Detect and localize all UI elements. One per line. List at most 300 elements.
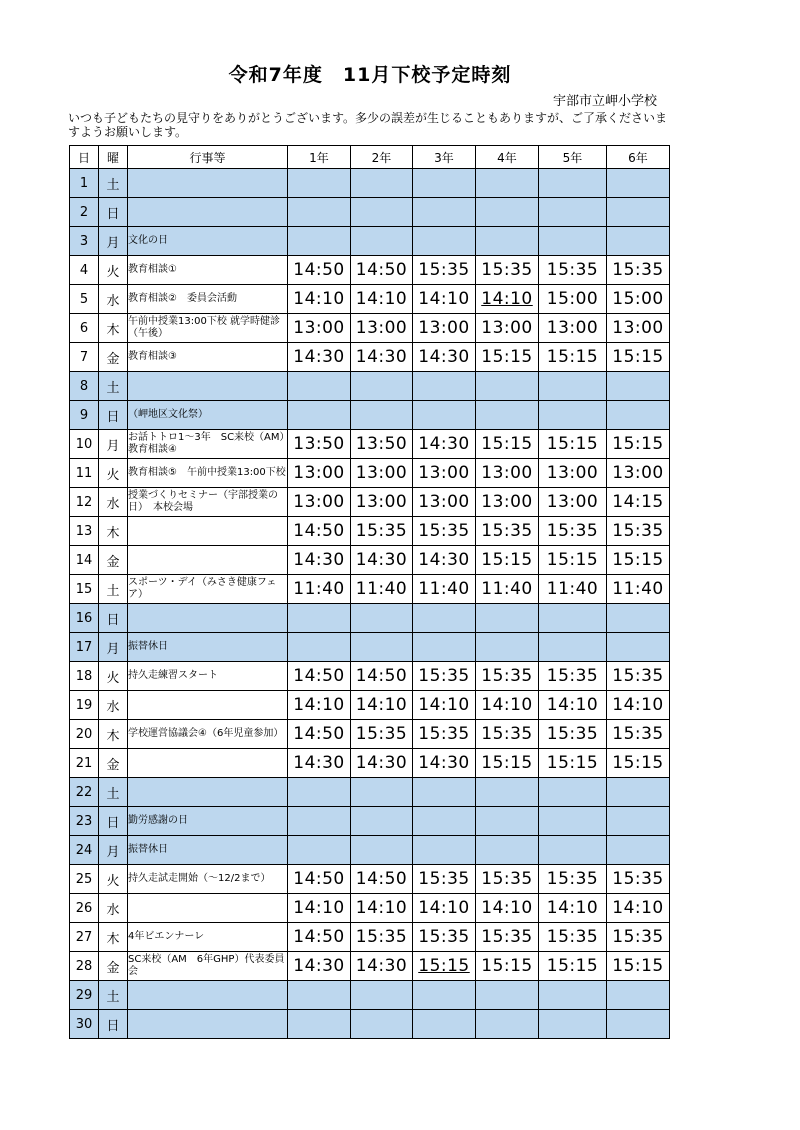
time-cell-grade-2: [351, 836, 413, 865]
day-cell: 11: [70, 459, 99, 488]
table-row: [70, 807, 670, 836]
time-cell-grade-6: [607, 575, 670, 604]
time-cell-grade-5: [539, 401, 607, 430]
time-cell-grade-6: [607, 691, 670, 720]
dismissal-time: 14:10: [293, 695, 345, 715]
dismissal-time: 15:15: [612, 347, 664, 367]
day-cell: 8: [70, 372, 99, 401]
time-cell-grade-6: [607, 1010, 670, 1039]
weekday-cell: 水: [99, 894, 128, 923]
time-cell-grade-2: [351, 343, 413, 372]
table-row: [70, 546, 670, 575]
time-cell-grade-2: [351, 923, 413, 952]
time-cell-grade-4: [476, 169, 539, 198]
time-cell-grade-6: [607, 256, 670, 285]
time-cell-grade-2: [351, 981, 413, 1010]
table-row: [70, 662, 670, 691]
time-cell-grade-4: [476, 459, 539, 488]
dismissal-time: 14:50: [293, 724, 345, 744]
dismissal-time: 13:00: [612, 463, 664, 483]
event-cell: 教育相談③: [128, 343, 288, 372]
time-cell-grade-4: [476, 720, 539, 749]
dismissal-time: 15:35: [418, 869, 470, 889]
time-cell-grade-1: [288, 401, 351, 430]
time-cell-grade-1: [288, 836, 351, 865]
time-cell-grade-6: [607, 662, 670, 691]
time-cell-grade-5: [539, 343, 607, 372]
event-cell: 4年ビエンナーレ: [128, 923, 288, 952]
time-cell-grade-6: [607, 314, 670, 343]
dismissal-time: 15:35: [418, 666, 470, 686]
dismissal-time: 15:35: [612, 260, 664, 280]
table-row: [70, 575, 670, 604]
table-row: [70, 517, 670, 546]
time-cell-grade-6: [607, 778, 670, 807]
dismissal-time: 14:10: [546, 695, 599, 715]
time-cell-grade-6: [607, 923, 670, 952]
dismissal-time: 15:35: [546, 521, 599, 541]
time-cell-grade-5: [539, 169, 607, 198]
time-cell-grade-4: [476, 952, 539, 981]
dismissal-time: 15:35: [355, 724, 408, 744]
time-cell-grade-6: [607, 865, 670, 894]
page-title: 令和7年度 11月下校予定時刻: [228, 64, 512, 86]
dismissal-time: 15:35: [481, 869, 533, 889]
time-cell-grade-6: [607, 372, 670, 401]
weekday-cell: 金: [99, 546, 128, 575]
dismissal-time: 14:30: [293, 956, 345, 976]
time-cell-grade-1: [288, 662, 351, 691]
time-cell-grade-4: [476, 836, 539, 865]
table-row: [70, 865, 670, 894]
dismissal-time: 13:00: [612, 318, 664, 338]
time-cell-grade-4: [476, 343, 539, 372]
event-cell: [128, 169, 288, 198]
event-cell: [128, 517, 288, 546]
time-cell-grade-6: [607, 836, 670, 865]
dismissal-time: 15:35: [612, 927, 664, 947]
dismissal-time: 14:10: [418, 695, 470, 715]
dismissal-time: 15:35: [546, 260, 599, 280]
dismissal-time: 14:30: [293, 550, 345, 570]
dismissal-time: 15:00: [612, 289, 664, 309]
table-row: [70, 430, 670, 459]
time-cell-grade-3: [413, 459, 476, 488]
time-cell-grade-2: [351, 1010, 413, 1039]
time-cell-grade-2: [351, 401, 413, 430]
time-cell-grade-1: [288, 894, 351, 923]
day-cell: 14: [70, 546, 99, 575]
dismissal-time: 13:00: [293, 318, 345, 338]
dismissal-time: 11:40: [612, 579, 664, 599]
table-row: [70, 894, 670, 923]
dismissal-time: 13:00: [293, 463, 345, 483]
dismissal-time: 15:15: [612, 753, 664, 773]
weekday-cell: 日: [99, 198, 128, 227]
table-row: [70, 691, 670, 720]
time-cell-grade-1: [288, 372, 351, 401]
weekday-cell: 日: [99, 604, 128, 633]
weekday-cell: 火: [99, 662, 128, 691]
event-cell: [128, 691, 288, 720]
time-cell-grade-5: [539, 227, 607, 256]
dismissal-time: 15:15: [546, 956, 599, 976]
time-cell-grade-2: [351, 865, 413, 894]
day-cell: 12: [70, 488, 99, 517]
time-cell-grade-3: [413, 430, 476, 459]
time-cell-grade-3: [413, 778, 476, 807]
event-cell: 振替休日: [128, 633, 288, 662]
time-cell-grade-5: [539, 662, 607, 691]
time-cell-grade-3: [413, 749, 476, 778]
dismissal-time: 14:10: [418, 898, 470, 918]
time-cell-grade-5: [539, 865, 607, 894]
dismissal-time: 13:00: [481, 318, 533, 338]
dismissal-time: 15:15: [481, 434, 533, 454]
dismissal-time: 14:10: [293, 898, 345, 918]
time-cell-grade-1: [288, 227, 351, 256]
time-cell-grade-4: [476, 865, 539, 894]
dismissal-time: 14:30: [293, 753, 345, 773]
table-row: [70, 923, 670, 952]
dismissal-time: 14:50: [293, 869, 345, 889]
dismissal-time: 15:35: [481, 724, 533, 744]
time-cell-grade-3: [413, 981, 476, 1010]
time-cell-grade-6: [607, 720, 670, 749]
weekday-cell: 土: [99, 169, 128, 198]
time-cell-grade-1: [288, 546, 351, 575]
time-cell-grade-5: [539, 749, 607, 778]
day-cell: 21: [70, 749, 99, 778]
dismissal-time: 15:15: [612, 434, 664, 454]
time-cell-grade-1: [288, 865, 351, 894]
time-cell-grade-2: [351, 749, 413, 778]
time-cell-grade-1: [288, 604, 351, 633]
time-cell-grade-2: [351, 575, 413, 604]
weekday-cell: 金: [99, 343, 128, 372]
event-cell: [128, 749, 288, 778]
weekday-cell: 水: [99, 285, 128, 314]
time-cell-grade-2: [351, 633, 413, 662]
time-cell-grade-3: [413, 836, 476, 865]
time-cell-grade-4: [476, 1010, 539, 1039]
day-cell: 5: [70, 285, 99, 314]
weekday-cell: 月: [99, 633, 128, 662]
dismissal-time: 14:50: [355, 869, 408, 889]
event-cell: 学校運営協議会④（6年児童参加）: [128, 720, 288, 749]
time-cell-grade-3: [413, 720, 476, 749]
time-cell-grade-4: [476, 546, 539, 575]
time-cell-grade-3: [413, 198, 476, 227]
time-cell-grade-1: [288, 517, 351, 546]
weekday-cell: 月: [99, 227, 128, 256]
dismissal-time: 13:00: [418, 318, 470, 338]
time-cell-grade-4: [476, 981, 539, 1010]
time-cell-grade-2: [351, 604, 413, 633]
header-grade-4: 4年: [476, 146, 539, 169]
dismissal-time: 15:35: [418, 724, 470, 744]
day-cell: 6: [70, 314, 99, 343]
event-cell: SC来校（AM 6年GHP）代表委員会: [128, 952, 288, 981]
time-cell-grade-3: [413, 604, 476, 633]
time-cell-grade-5: [539, 575, 607, 604]
time-cell-grade-4: [476, 256, 539, 285]
time-cell-grade-5: [539, 430, 607, 459]
time-cell-grade-1: [288, 807, 351, 836]
dismissal-time: 14:30: [355, 753, 408, 773]
time-cell-grade-2: [351, 691, 413, 720]
dismissal-time: 15:35: [418, 260, 470, 280]
dismissal-time: 15:15: [546, 550, 599, 570]
time-cell-grade-4: [476, 517, 539, 546]
dismissal-time: 15:35: [612, 666, 664, 686]
weekday-cell: 月: [99, 430, 128, 459]
time-cell-grade-4: [476, 778, 539, 807]
time-cell-grade-3: [413, 285, 476, 314]
time-cell-grade-3: [413, 662, 476, 691]
day-cell: 15: [70, 575, 99, 604]
dismissal-time: 14:10: [355, 898, 408, 918]
event-cell: 勤労感謝の日: [128, 807, 288, 836]
dismissal-time: 14:10: [418, 289, 470, 309]
dismissal-time: 13:00: [546, 492, 599, 512]
dismissal-time: 11:40: [355, 579, 408, 599]
time-cell-grade-2: [351, 952, 413, 981]
event-cell: [128, 981, 288, 1010]
time-cell-grade-5: [539, 604, 607, 633]
schedule-body: [70, 169, 670, 1039]
header-day: 日: [70, 146, 99, 169]
time-cell-grade-1: [288, 459, 351, 488]
dismissal-time: 14:50: [293, 260, 345, 280]
day-cell: 28: [70, 952, 99, 981]
event-cell: 持久走試走開始（～12/2まで）: [128, 865, 288, 894]
weekday-cell: 土: [99, 372, 128, 401]
time-cell-grade-3: [413, 372, 476, 401]
dismissal-time: 14:50: [293, 521, 345, 541]
schedule-table: [69, 145, 670, 1039]
table-row: [70, 314, 670, 343]
table-row: [70, 459, 670, 488]
time-cell-grade-5: [539, 633, 607, 662]
time-cell-grade-2: [351, 517, 413, 546]
time-cell-grade-3: [413, 546, 476, 575]
dismissal-time: 14:50: [293, 666, 345, 686]
day-cell: 27: [70, 923, 99, 952]
weekday-cell: 土: [99, 575, 128, 604]
event-cell: （岬地区文化祭）: [128, 401, 288, 430]
day-cell: 25: [70, 865, 99, 894]
time-cell-grade-2: [351, 169, 413, 198]
time-cell-grade-4: [476, 807, 539, 836]
dismissal-time: 13:00: [546, 463, 599, 483]
time-cell-grade-1: [288, 952, 351, 981]
header-grade-3: 3年: [413, 146, 476, 169]
weekday-cell: 火: [99, 256, 128, 285]
weekday-cell: 土: [99, 778, 128, 807]
header-weekday: 曜: [99, 146, 128, 169]
time-cell-grade-1: [288, 691, 351, 720]
header-event: 行事等: [128, 146, 288, 169]
dismissal-time: 14:50: [355, 260, 408, 280]
time-cell-grade-1: [288, 488, 351, 517]
event-cell: [128, 546, 288, 575]
dismissal-time: 14:10: [481, 898, 533, 918]
time-cell-grade-3: [413, 517, 476, 546]
time-cell-grade-4: [476, 894, 539, 923]
table-row: [70, 401, 670, 430]
header-grade-1: 1年: [288, 146, 351, 169]
time-cell-grade-1: [288, 749, 351, 778]
time-cell-grade-5: [539, 923, 607, 952]
weekday-cell: 土: [99, 981, 128, 1010]
time-cell-grade-4: [476, 749, 539, 778]
dismissal-time: 15:15: [481, 347, 533, 367]
time-cell-grade-6: [607, 459, 670, 488]
time-cell-grade-4: [476, 401, 539, 430]
weekday-cell: 金: [99, 749, 128, 778]
dismissal-time: 13:00: [418, 463, 470, 483]
dismissal-time: 14:50: [293, 927, 345, 947]
weekday-cell: 日: [99, 1010, 128, 1039]
weekday-cell: 火: [99, 865, 128, 894]
table-row: [70, 836, 670, 865]
time-cell-grade-6: [607, 343, 670, 372]
header-grade-6: 6年: [607, 146, 670, 169]
time-cell-grade-1: [288, 314, 351, 343]
event-cell: 教育相談② 委員会活動: [128, 285, 288, 314]
dismissal-time: 14:30: [355, 956, 408, 976]
time-cell-grade-4: [476, 227, 539, 256]
time-cell-grade-6: [607, 227, 670, 256]
table-row: [70, 1010, 670, 1039]
dismissal-time: 11:40: [293, 579, 345, 599]
table-row: [70, 952, 670, 981]
time-cell-grade-6: [607, 169, 670, 198]
time-cell-grade-3: [413, 691, 476, 720]
dismissal-time: 14:50: [355, 666, 408, 686]
dismissal-time: 11:40: [546, 579, 599, 599]
weekday-cell: 水: [99, 691, 128, 720]
time-cell-grade-4: [476, 372, 539, 401]
time-cell-grade-3: [413, 256, 476, 285]
time-cell-grade-2: [351, 285, 413, 314]
time-cell-grade-1: [288, 633, 351, 662]
weekday-cell: 日: [99, 807, 128, 836]
time-cell-grade-6: [607, 807, 670, 836]
event-cell: [128, 894, 288, 923]
time-cell-grade-5: [539, 372, 607, 401]
time-cell-grade-2: [351, 227, 413, 256]
dismissal-time: 13:50: [355, 434, 408, 454]
event-cell: お話トトロ1～3年 SC来校（AM） 教育相談④: [128, 430, 288, 459]
time-cell-grade-5: [539, 546, 607, 575]
time-cell-grade-5: [539, 285, 607, 314]
time-cell-grade-4: [476, 314, 539, 343]
event-cell: [128, 778, 288, 807]
dismissal-time: 13:50: [293, 434, 345, 454]
day-cell: 3: [70, 227, 99, 256]
event-cell: [128, 198, 288, 227]
weekday-cell: 木: [99, 923, 128, 952]
time-cell-grade-1: [288, 923, 351, 952]
dismissal-time: 15:35: [355, 927, 408, 947]
dismissal-time: 15:35: [418, 521, 470, 541]
table-row: [70, 343, 670, 372]
dismissal-time: 15:35: [481, 521, 533, 541]
time-cell-grade-1: [288, 256, 351, 285]
dismissal-time: 15:00: [546, 289, 599, 309]
dismissal-time: 14:10: [612, 695, 664, 715]
event-cell: [128, 604, 288, 633]
time-cell-grade-5: [539, 198, 607, 227]
time-cell-grade-6: [607, 517, 670, 546]
time-cell-grade-6: [607, 952, 670, 981]
time-cell-grade-3: [413, 343, 476, 372]
dismissal-time: 15:35: [612, 724, 664, 744]
day-cell: 2: [70, 198, 99, 227]
time-cell-grade-6: [607, 604, 670, 633]
time-cell-grade-2: [351, 546, 413, 575]
time-cell-grade-5: [539, 981, 607, 1010]
dismissal-time: 14:30: [418, 434, 470, 454]
time-cell-grade-3: [413, 227, 476, 256]
time-cell-grade-3: [413, 807, 476, 836]
time-cell-grade-1: [288, 169, 351, 198]
table-row: [70, 981, 670, 1010]
time-cell-grade-2: [351, 256, 413, 285]
time-cell-grade-5: [539, 691, 607, 720]
dismissal-time: 15:35: [546, 724, 599, 744]
time-cell-grade-2: [351, 314, 413, 343]
day-cell: 10: [70, 430, 99, 459]
time-cell-grade-1: [288, 198, 351, 227]
header-row: [70, 146, 670, 169]
day-cell: 23: [70, 807, 99, 836]
time-cell-grade-5: [539, 894, 607, 923]
time-cell-grade-4: [476, 604, 539, 633]
day-cell: 19: [70, 691, 99, 720]
table-row: [70, 198, 670, 227]
dismissal-time: 15:35: [481, 260, 533, 280]
time-cell-grade-2: [351, 488, 413, 517]
weekday-cell: 日: [99, 401, 128, 430]
time-cell-grade-2: [351, 662, 413, 691]
day-cell: 9: [70, 401, 99, 430]
table-row: [70, 720, 670, 749]
dismissal-time: 15:15: [481, 956, 533, 976]
table-row: [70, 633, 670, 662]
time-cell-grade-2: [351, 198, 413, 227]
dismissal-time: 14:15: [612, 492, 664, 512]
dismissal-time: 13:00: [546, 318, 599, 338]
time-cell-grade-5: [539, 488, 607, 517]
weekday-cell: 木: [99, 517, 128, 546]
dismissal-time: 15:35: [418, 927, 470, 947]
dismissal-time: 13:00: [355, 492, 408, 512]
dismissal-time: 13:00: [355, 463, 408, 483]
dismissal-time: 14:30: [293, 347, 345, 367]
dismissal-time: 13:00: [355, 318, 408, 338]
event-cell: 教育相談⑤ 午前中授業13:00下校: [128, 459, 288, 488]
dismissal-time: 15:35: [546, 869, 599, 889]
dismissal-time: 14:10: [546, 898, 599, 918]
dismissal-time: 13:00: [481, 463, 533, 483]
dismissal-time: 14:10: [481, 289, 533, 309]
weekday-cell: 水: [99, 488, 128, 517]
time-cell-grade-2: [351, 372, 413, 401]
dismissal-time: 15:35: [612, 869, 664, 889]
